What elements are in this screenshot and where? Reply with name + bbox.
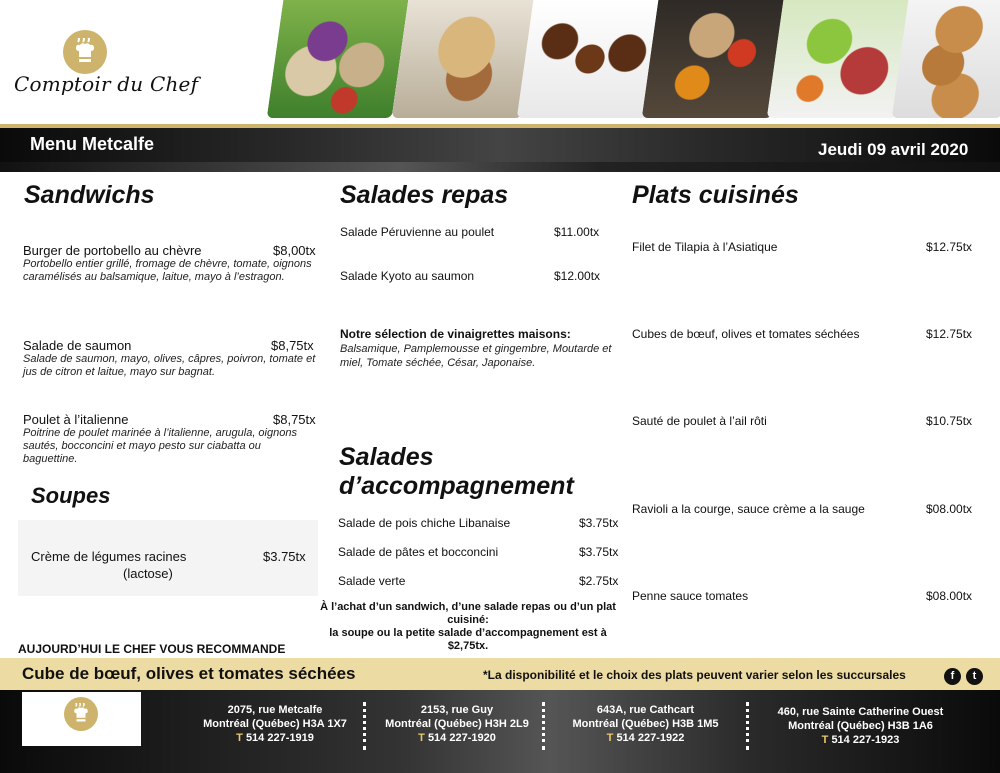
food-photo-sandwich	[392, 0, 539, 118]
soupe-note: (lactose)	[123, 566, 173, 581]
plat-price: $12.75tx	[926, 327, 973, 341]
facebook-icon[interactable]: f	[944, 668, 961, 685]
soupe-price: $3.75tx	[263, 549, 306, 564]
footer-divider	[363, 702, 366, 750]
sandwich-desc: Poitrine de poulet marinée à l’italienne, arugula, oignons sautés, bocconcini et mayo pesto sur ciabatta ou baguettine.	[23, 427, 297, 465]
salade-accomp-price: $2.75tx	[579, 574, 619, 588]
plat-name: Penne sauce tomates	[632, 589, 749, 603]
section-title-plats: Plats cuisinés	[632, 181, 799, 209]
salade-repas-name: Salade Kyoto au saumon	[340, 269, 475, 283]
plat-price: $08.00tx	[926, 589, 973, 603]
sandwich-price: $8,75tx	[273, 412, 316, 427]
salade-repas-price: $11.00tx	[554, 225, 600, 239]
section-title-salades-repas: Salades repas	[340, 181, 509, 209]
salade-accomp-name: Salade de pois chiche Libanaise	[338, 516, 511, 530]
plat-name: Filet de Tilapia à l’Asiatique	[632, 240, 778, 254]
plat-price: $10.75tx	[926, 414, 973, 428]
location-address: 643A, rue Cathcart Montréal (Québec) H3B 1M5 T 514 227-1922	[572, 704, 719, 744]
food-photo-cookies	[892, 0, 1000, 118]
salade-accomp-name: Salade verte	[338, 574, 406, 588]
plat-name: Cubes de bœuf, olives et tomates séchées	[632, 327, 860, 341]
sandwich-name: Salade de saumon	[23, 338, 132, 353]
location-address: 2075, rue Metcalfe Montréal (Québec) H3A 1X7 T 514 227-1919	[203, 704, 347, 744]
food-photo-chicken	[642, 0, 789, 118]
plat-price: $12.75tx	[926, 240, 973, 254]
menu-title: Menu Metcalfe	[30, 134, 155, 154]
menu-date: Jeudi 09 avril 2020	[818, 140, 969, 159]
plat-price: $08.00tx	[926, 502, 973, 516]
chef-hat-icon	[63, 30, 107, 74]
brand-logo-text: Comptoir du Chef	[14, 72, 199, 96]
combo-note: À l’achat d’un sandwich, d’une salade repas ou d’un plat cuisiné: la soupe ou la petite salade d’accompagnement est à $2,75tx.	[320, 601, 616, 652]
sandwich-price: $8,75tx	[271, 338, 314, 353]
vinaigrettes-list: Balsamique, Pamplemousse et gingembre, Moutarde et miel, Tomate séchée, César, Japonaise.	[340, 343, 612, 369]
footer-divider	[746, 702, 749, 750]
salade-accomp-price: $3.75tx	[579, 516, 619, 530]
sandwich-name: Poulet à l’italienne	[23, 412, 129, 427]
recommend-dish: Cube de bœuf, olives et tomates séchées	[22, 664, 356, 683]
section-title-salades-accomp-1: Salades	[339, 443, 434, 471]
section-title-soupes: Soupes	[31, 483, 111, 508]
section-title-sandwichs: Sandwichs	[24, 181, 155, 209]
salade-accomp-price: $3.75tx	[579, 545, 619, 559]
location-address: 460, rue Sainte Catherine Ouest Montréal (Québec) H3B 1A6 T 514 227-1923	[777, 706, 944, 746]
sandwich-desc: Salade de saumon, mayo, olives, câpres, poivron, tomate et jus de citron et laitue, mayo sur bagnat.	[23, 353, 316, 378]
vinaigrettes-title: Notre sélection de vinaigrettes maisons:	[340, 327, 571, 341]
recommend-label: AUJOURD’HUI LE CHEF VOUS RECOMMANDE	[18, 642, 286, 656]
location-address: 2153, rue Guy Montréal (Québec) H3H 2L9 T 514 227-1920	[385, 704, 529, 744]
food-photo-salad	[267, 0, 409, 118]
sandwich-price: $8,00tx	[273, 243, 316, 258]
footer-divider	[542, 702, 545, 750]
food-photo-muffins	[517, 0, 664, 118]
food-photo-prosciutto	[767, 0, 914, 118]
salade-accomp-name: Salade de pâtes et bocconcini	[338, 545, 499, 559]
soupe-name: Crème de légumes racines	[31, 549, 187, 564]
salade-repas-price: $12.00tx	[554, 269, 601, 283]
sandwich-desc: Portobello entier grillé, fromage de chèvre, tomate, oignons caramélisés au balsamique, laitue, mayo à l’estragon.	[23, 258, 312, 283]
plat-name: Sauté de poulet à l’ail rôti	[632, 414, 767, 428]
section-title-salades-accomp-2: d’accompagnement	[339, 472, 574, 500]
plat-name: Ravioli a la courge, sauce crème a la sauge	[632, 502, 865, 516]
salade-repas-name: Salade Péruvienne au poulet	[340, 225, 495, 239]
chef-hat-icon	[64, 697, 98, 731]
availability-note: *La disponibilité et le choix des plats peuvent varier selon les succursales	[483, 668, 906, 682]
sandwich-name: Burger de portobello au chèvre	[23, 243, 202, 258]
twitter-icon[interactable]: t	[966, 668, 983, 685]
